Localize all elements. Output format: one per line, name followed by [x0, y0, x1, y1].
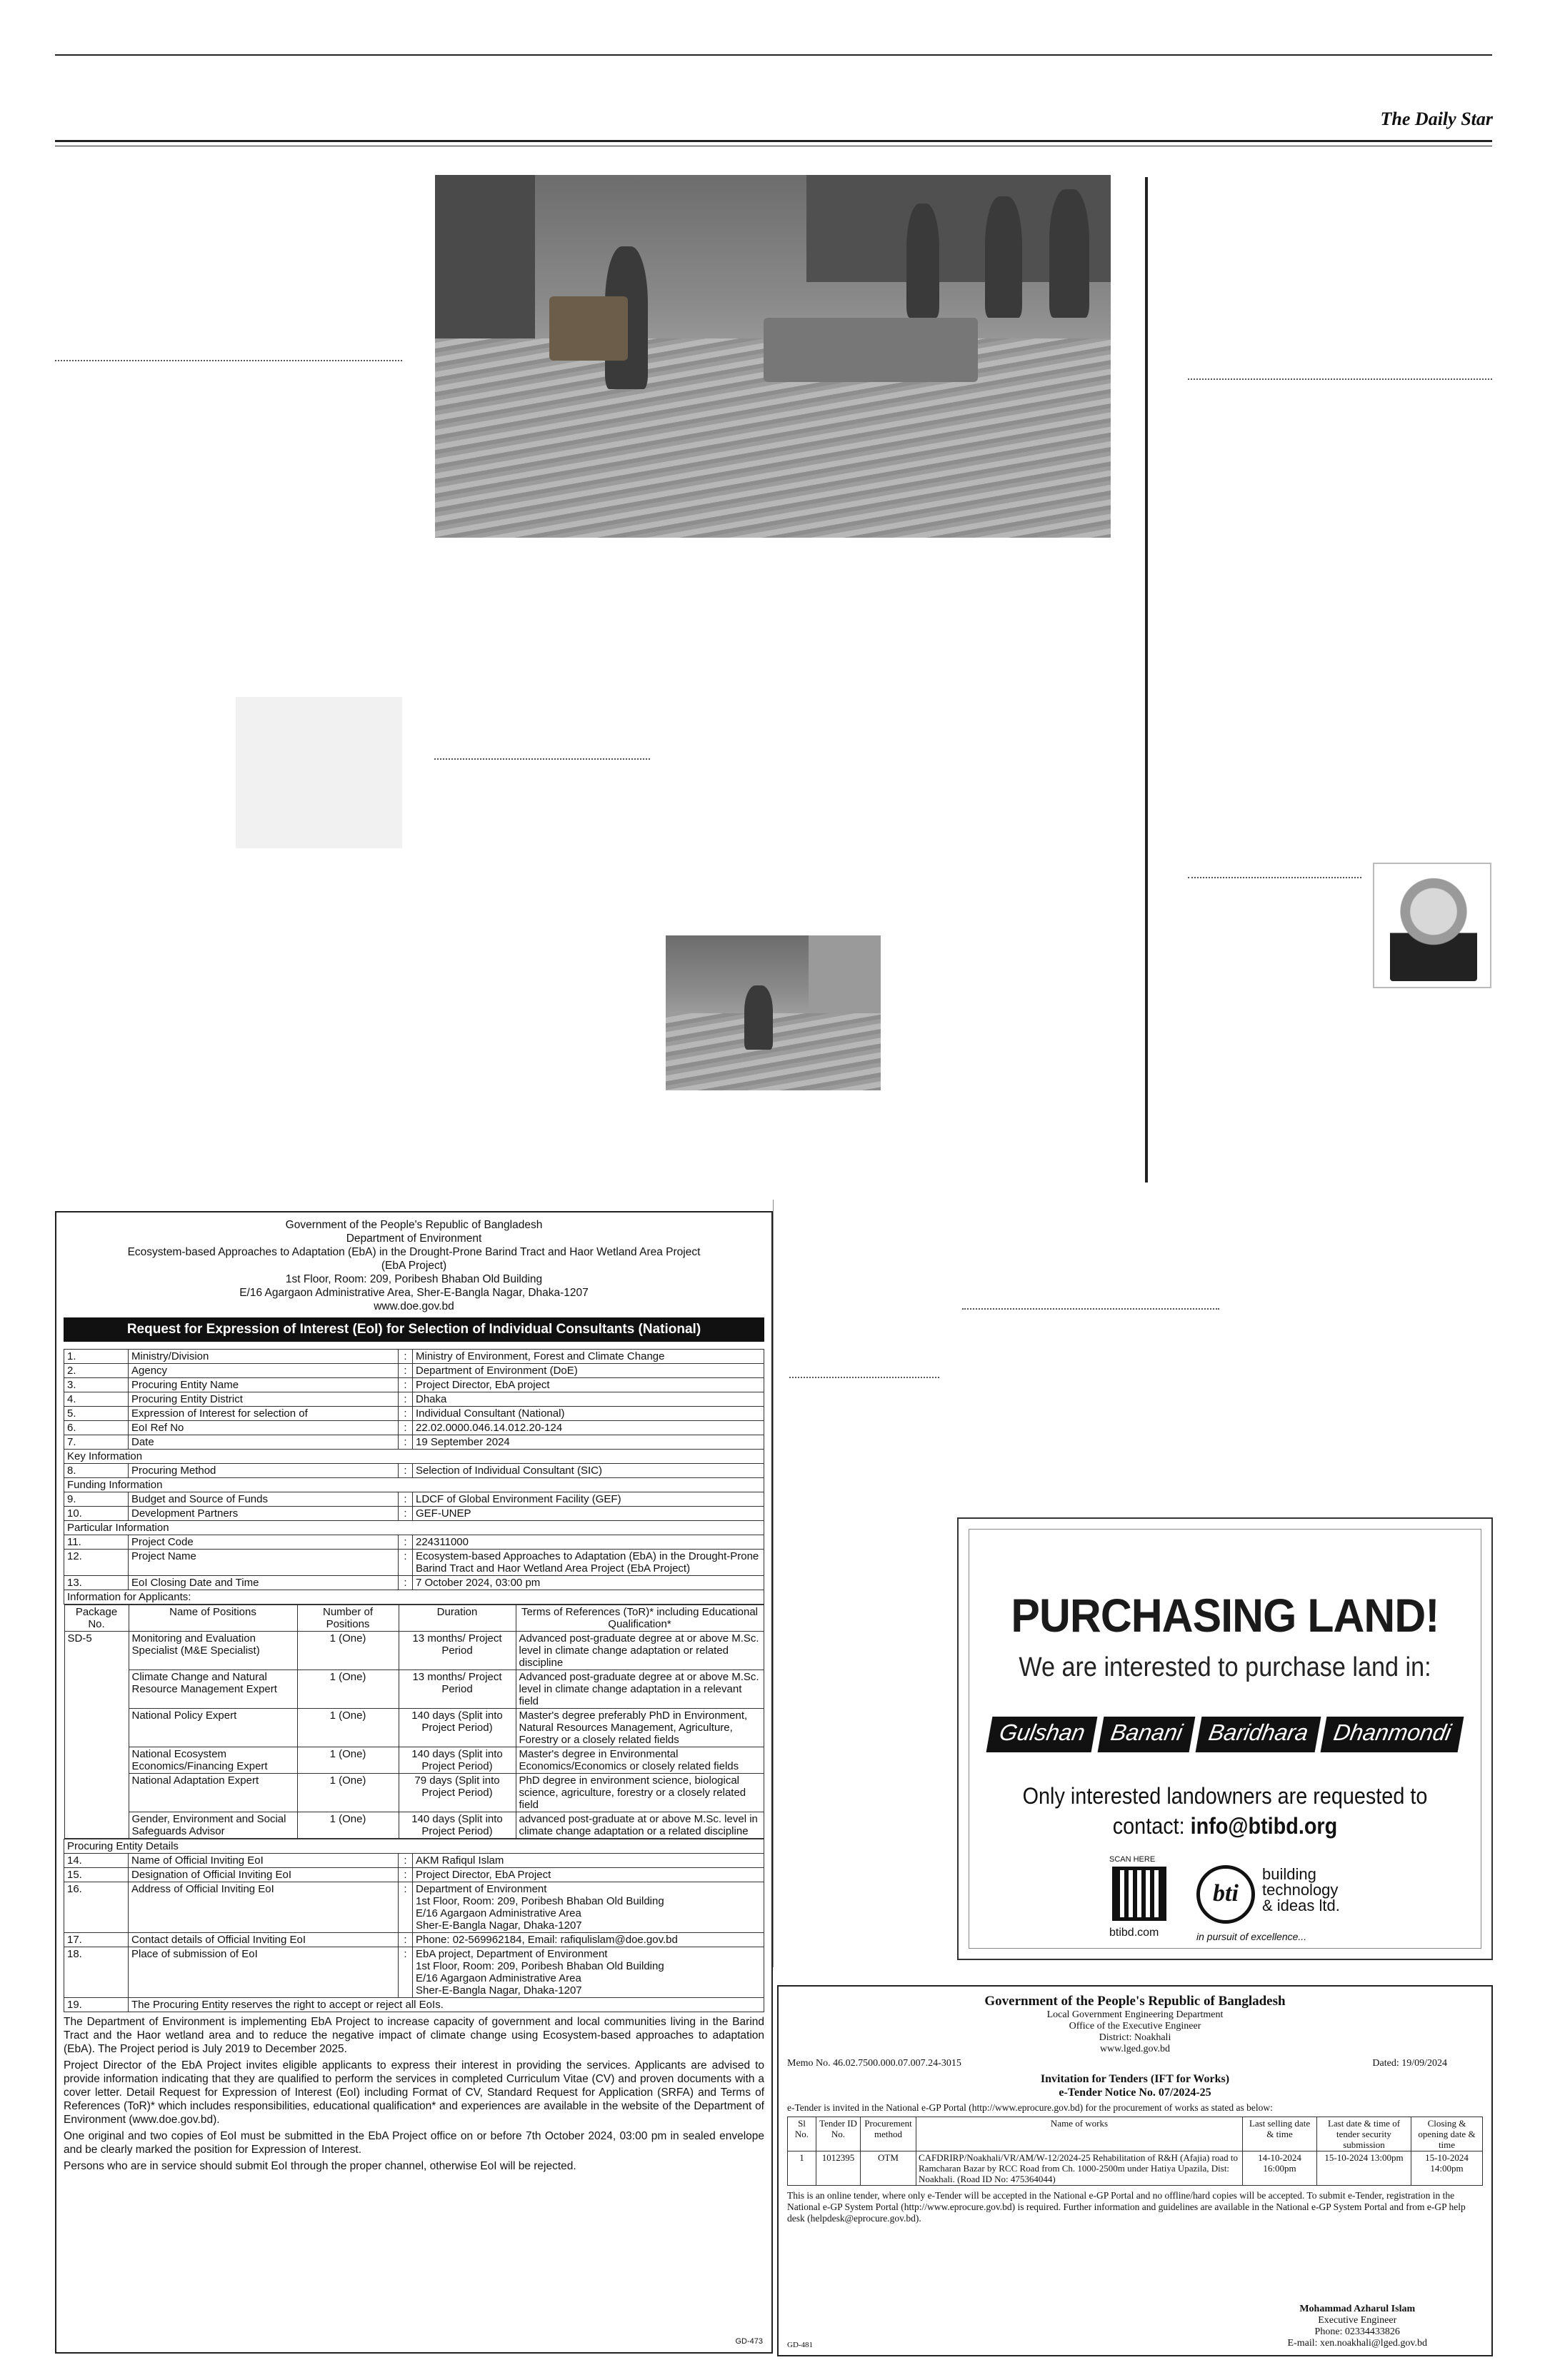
table-cell: Development Partners: [129, 1507, 399, 1521]
table-cell: 11.: [64, 1535, 129, 1550]
th: Sl No.: [788, 2117, 816, 2151]
td: 1012395: [816, 2151, 861, 2186]
land-contact: [995, 1781, 1455, 1841]
table-cell: :: [399, 1407, 413, 1421]
table-cell: 7.: [64, 1435, 129, 1450]
land-subhead: We are interested to purchase land in:: [1019, 1652, 1431, 1682]
table-cell: :: [399, 1576, 413, 1590]
table-cell: EbA project, Department of Environment 1st Floor, Room: 209, Poribesh Bhaban Old Building E/16 Agargaon Administrative Area Sher-E-Bangla Nagar, Dhaka-1207: [413, 1947, 764, 1998]
table-cell: Project Director, EbA Project: [413, 1868, 764, 1882]
table-cell: The Procuring Entity reserves the right to accept or reject all EoIs.: [129, 1998, 764, 2012]
top-rule: [55, 54, 1492, 56]
table-row: [64, 1464, 764, 1478]
table-cell: 140 days (Split into Project Period): [399, 1812, 516, 1839]
table-cell: :: [399, 1421, 413, 1435]
table-cell: 10.: [64, 1507, 129, 1521]
table-cell: Designation of Official Inviting EoI: [129, 1868, 399, 1882]
table-cell: 1 (One): [297, 1774, 399, 1812]
table-cell: :: [399, 1882, 413, 1933]
eoi-banner: Request for Expression of Interest (EoI) for Selection of Individual Consultants (National): [64, 1317, 764, 1342]
table-cell: Contact details of Official Inviting EoI: [129, 1933, 399, 1947]
table-row: [64, 1492, 764, 1507]
column-separator: [55, 360, 402, 361]
table-row: [64, 1998, 764, 2012]
bti-logo-text: [1262, 1867, 1340, 1914]
table-cell: Ecosystem-based Approaches to Adaptation (EbA) in the Drought-Prone Barind Tract and Haor Wetland Area Project (EbA Project): [413, 1550, 764, 1576]
table-row: [64, 1507, 764, 1521]
tender-advertisement: [777, 1985, 1493, 2356]
table-cell: 79 days (Split into Project Period): [399, 1774, 516, 1812]
table-cell: National Policy Expert: [129, 1709, 297, 1747]
table-cell: Master's degree in Environmental Economics/Economics or closely related fields: [516, 1747, 764, 1774]
td: OTM: [861, 2151, 916, 2186]
th: Procurement method: [861, 2117, 916, 2151]
table-cell: 6.: [64, 1421, 129, 1435]
position-row: [64, 1670, 764, 1709]
tender-website[interactable]: www.lged.gov.bd: [1099, 2044, 1171, 2054]
land-headline: PURCHASING LAND!: [1011, 1589, 1439, 1642]
table-row: [64, 1421, 764, 1435]
position-row: [64, 1812, 764, 1839]
section-row: [64, 1478, 764, 1492]
table-cell: Gender, Environment and Social Safeguards Advisor: [129, 1812, 297, 1839]
table-row: [64, 1576, 764, 1590]
table-cell: Climate Change and Natural Resource Management Expert: [129, 1670, 297, 1709]
table-cell: :: [399, 1868, 413, 1882]
tender-signatory: [1288, 2304, 1428, 2349]
position-row: [64, 1632, 764, 1670]
td: CAFDRIRP/Noakhali/VR/AM/W-12/2024-25 Rehabilitation of R&H (Afajia) road to Ramcharan Bazar by RCC Road from Ch. 1000-2500m under Hatiya Upazila, Dist: Noakhali. (Road ID No: 475364044): [916, 2151, 1243, 2186]
table-cell: Ministry/Division: [129, 1350, 399, 1364]
table-cell: 16.: [64, 1882, 129, 1933]
table-cell: Project Code: [129, 1535, 399, 1550]
tender-line: Office of the Executive Engineer: [1069, 2021, 1201, 2032]
table-cell: LDCF of Global Environment Facility (GEF): [413, 1492, 764, 1507]
land-contact-line: Only interested landowners are requested to: [1022, 1783, 1428, 1809]
table-cell: Advanced post-graduate degree at or above M.Sc. level in climate change adaptation or related discipline: [516, 1632, 764, 1670]
bti-tagline: in pursuit of excellence...: [1196, 1931, 1307, 1942]
section-row: [64, 1839, 764, 1854]
tender-intro: e-Tender is invited in the National e-GP Portal (http://www.eprocure.gov.bd) for the procurement of works as stated as below:: [787, 2102, 1273, 2113]
td: 15-10-2024 13:00pm: [1317, 2151, 1411, 2186]
table-cell: Place of submission of EoI: [129, 1947, 399, 1998]
logo-text-line: building: [1262, 1865, 1316, 1883]
table-cell: GEF-UNEP: [413, 1507, 764, 1521]
table-cell: Project Name: [129, 1550, 399, 1576]
table-cell: Duration: [399, 1605, 516, 1632]
table-cell: Advanced post-graduate degree at or above M.Sc. level in climate change adaptation in a relevant field: [516, 1670, 764, 1709]
signatory-title: Executive Engineer: [1318, 2315, 1397, 2326]
position-row: [64, 1774, 764, 1812]
table-cell: :: [399, 1854, 413, 1868]
table-cell: Selection of Individual Consultant (SIC): [413, 1464, 764, 1478]
area-tag: Baridhara: [1195, 1717, 1321, 1752]
table-cell: 3.: [64, 1378, 129, 1392]
table-cell: 224311000: [413, 1535, 764, 1550]
table-cell: 9.: [64, 1492, 129, 1507]
table-cell: :: [399, 1550, 413, 1576]
table-cell: 19.: [64, 1998, 129, 2012]
table-cell: :: [399, 1392, 413, 1407]
table-cell: :: [399, 1378, 413, 1392]
tender-title: Government of the People's Republic of Bangladesh: [984, 1994, 1286, 2009]
table-cell: 1 (One): [297, 1709, 399, 1747]
eoi-paragraph: One original and two copies of EoI must be submitted in the EbA Project office on or before 7th October 2024, 03:00 pm in sealed envelope and be clearly marked the position for Expression of Interest.: [64, 2130, 764, 2156]
column-separator: [789, 1377, 939, 1378]
table-cell: 22.02.0000.046.14.012.20-124: [413, 1421, 764, 1435]
signatory-email[interactable]: E-mail: xen.noakhali@lged.gov.bd: [1287, 2338, 1427, 2349]
table-cell: :: [399, 1492, 413, 1507]
position-row: [64, 1709, 764, 1747]
table-row: [64, 1392, 764, 1407]
signatory-name: Mohammad Azharul Islam: [1299, 2304, 1416, 2314]
table-cell: :: [399, 1350, 413, 1364]
eoi-table: [64, 1349, 764, 2012]
table-cell: Procuring Entity District: [129, 1392, 399, 1407]
table-row: [64, 1378, 764, 1392]
tender-memo-row: [787, 2058, 1483, 2069]
table-cell: Procuring Entity Details: [64, 1839, 764, 1854]
tender-line: District: Noakhali: [1099, 2032, 1171, 2043]
table-cell: Number of Positions: [297, 1605, 399, 1632]
land-contact-email[interactable]: info@btibd.org: [1190, 1813, 1338, 1839]
th: Closing & opening date & time: [1411, 2117, 1483, 2151]
tender-notice: e-Tender Notice No. 07/2024-25: [1059, 2087, 1211, 2099]
td: 15-10-2024 14:00pm: [1411, 2151, 1483, 2186]
eoi-paragraph: Project Director of the EbA Project invites eligible applicants to express their interest in providing the services. Applicants are advised to provide information indicating that they are qualified to perform the services in completed Curriculum Vitae (CV) and proven documents with a cover letter. Detail Request for Expression of Interest (EoI) including Format of CV, Standard Request for Application (SRFA) and Terms of References (ToR)* which includes responsibilities, educational qualification* and experiences are available in the website of the Department of Environment (www.doe.gov.bd).: [64, 2059, 764, 2126]
logo-text-line: technology: [1262, 1881, 1339, 1899]
section-row: [64, 1450, 764, 1464]
tender-note: This is an online tender, where only e-Tender will be accepted in the National e-GP Portal and no offline/hard copies will be accepted. To submit e-Tender, registration in the National e-GP System Portal (http://www.eprocure.gov.bd) is required. Further information and guidelines are available in the National e-GP System Portal and from e-GP help desk (helpdesk@eprocure.gov.bd).: [787, 2190, 1466, 2224]
section-row: [64, 1521, 764, 1535]
table-cell: Funding Information: [64, 1478, 764, 1492]
eoi-header-line: 1st Floor, Room: 209, Poribesh Bhaban Old Building: [285, 1273, 543, 1285]
columnist-portrait: [1373, 863, 1491, 988]
table-row: [64, 1364, 764, 1378]
eoi-code: GD-473: [735, 2337, 763, 2346]
portrait-image: [1390, 874, 1477, 981]
tender-table-header: [788, 2117, 1483, 2151]
table-cell: 1 (One): [297, 1632, 399, 1670]
td: 1: [788, 2151, 816, 2186]
table-cell: EoI Ref No: [129, 1421, 399, 1435]
position-row: [64, 1747, 764, 1774]
th: Last selling date & time: [1243, 2117, 1317, 2151]
table-cell: 4.: [64, 1392, 129, 1407]
eoi-header-line: Government of the People's Republic of Bangladesh: [285, 1219, 543, 1231]
land-advertisement: [957, 1517, 1493, 1960]
table-cell: Phone: 02-569962184, Email: rafiqulislam@doe.gov.bd: [413, 1933, 764, 1947]
table-row: [64, 1933, 764, 1947]
table-cell: advanced post-graduate at or above M.Sc. level in climate change adaptation or a related discipline: [516, 1812, 764, 1839]
table-row: [64, 1407, 764, 1421]
table-cell: National Adaptation Expert: [129, 1774, 297, 1812]
table-cell: Address of Official Inviting EoI: [129, 1882, 399, 1933]
ad-divider: [773, 1200, 774, 1967]
eoi-header-line: Ecosystem-based Approaches to Adaptation (EbA) in the Drought-Prone Barind Tract and Haor Wetland Area Project: [127, 1246, 701, 1258]
table-cell: National Ecosystem Economics/Financing Expert: [129, 1747, 297, 1774]
table-cell: Key Information: [64, 1450, 764, 1464]
table-cell: PhD degree in environment science, biological science, agriculture, forestry or a closely related field: [516, 1774, 764, 1812]
table-cell: 12.: [64, 1550, 129, 1576]
eoi-header-line: Department of Environment: [346, 1232, 482, 1245]
table-row: [64, 1435, 764, 1450]
table-row: [64, 1854, 764, 1868]
table-cell: SD-5: [64, 1632, 129, 1839]
table-cell: :: [399, 1947, 413, 1998]
header-rule-1: [55, 140, 1492, 142]
table-cell: Department of Environment (DoE): [413, 1364, 764, 1378]
table-cell: Budget and Source of Funds: [129, 1492, 399, 1507]
table-cell: AKM Rafiqul Islam: [413, 1854, 764, 1868]
street-flood-photo: [666, 935, 881, 1090]
column-rule: [1145, 177, 1148, 1183]
table-cell: Department of Environment 1st Floor, Room: 209, Poribesh Bhaban Old Building E/16 Agargaon Administrative Area Sher-E-Bangla Nagar, Dhaka-1207: [413, 1882, 764, 1933]
table-cell: 17.: [64, 1933, 129, 1947]
table-cell: 19 September 2024: [413, 1435, 764, 1450]
table-cell: Agency: [129, 1364, 399, 1378]
eoi-advertisement: [55, 1211, 773, 2354]
positions-header: [64, 1605, 764, 1632]
table-cell: Procuring Method: [129, 1464, 399, 1478]
tender-code: GD-481: [787, 2341, 814, 2349]
table-cell: 1 (One): [297, 1670, 399, 1709]
tender-date: Dated: 19/09/2024: [1372, 2058, 1447, 2069]
column-separator: [962, 1308, 1219, 1310]
table-cell: 8.: [64, 1464, 129, 1478]
table-cell: Monitoring and Evaluation Specialist (M&E Specialist): [129, 1632, 297, 1670]
area-tag: Banani: [1098, 1717, 1195, 1752]
table-cell: 1.: [64, 1350, 129, 1364]
table-cell: 13 months/ Project Period: [399, 1670, 516, 1709]
th: Last date & time of tender security submission: [1317, 2117, 1411, 2151]
section-row: [64, 1590, 764, 1605]
flood-photo: [435, 175, 1111, 538]
land-areas: [989, 1717, 1461, 1752]
land-site[interactable]: btibd.com: [1109, 1927, 1159, 1939]
masthead: The Daily Star: [1380, 109, 1493, 129]
table-cell: 18.: [64, 1947, 129, 1998]
table-cell: 2.: [64, 1364, 129, 1378]
tender-line: Local Government Engineering Department: [1046, 2009, 1224, 2020]
tender-table: [787, 2117, 1483, 2186]
logo-text-line: & ideas ltd.: [1262, 1897, 1340, 1914]
table-cell: Particular Information: [64, 1521, 764, 1535]
eoi-header-line: E/16 Agargaon Administrative Area, Sher-E-Bangla Nagar, Dhaka-1207: [239, 1287, 589, 1299]
table-cell: Date: [129, 1435, 399, 1450]
table-cell: 7 October 2024, 03:00 pm: [413, 1576, 764, 1590]
table-cell: :: [399, 1933, 413, 1947]
eoi-header-line: www.doe.gov.bd: [374, 1300, 454, 1312]
table-cell: 13 months/ Project Period: [399, 1632, 516, 1670]
tender-table-row: [788, 2151, 1483, 2186]
th: Tender ID No.: [816, 2117, 861, 2151]
table-cell: Information for Applicants:: [64, 1590, 764, 1605]
eoi-paragraph: The Department of Environment is implementing EbA Project to increase capacity of government and local communities living in the Barind Tract and the Haor wetland area and to reduce the negative impact of climate change using Ecosystem-based approaches to adaptation (EbA). The Project period is July 2019 to December 2025.: [64, 2016, 764, 2055]
table-cell: Master's degree preferably PhD in Environment, Natural Resources Management, Agriculture, Forestry or a closely related fields: [516, 1709, 764, 1747]
table-cell: Procuring Entity Name: [129, 1378, 399, 1392]
eoi-header: [64, 1218, 764, 1313]
column-separator: [1188, 877, 1361, 878]
table-cell: Package No.: [64, 1605, 129, 1632]
table-cell: 5.: [64, 1407, 129, 1421]
table-cell: :: [399, 1364, 413, 1378]
table-cell: Terms of References (ToR)* including Educational Qualification*: [516, 1605, 764, 1632]
table-cell: :: [399, 1464, 413, 1478]
bti-logo: bti: [1196, 1865, 1255, 1924]
table-cell: EoI Closing Date and Time: [129, 1576, 399, 1590]
table-cell: [64, 1605, 764, 1839]
td: 14-10-2024 16:00pm: [1243, 2151, 1317, 2186]
placeholder-box: [236, 697, 402, 848]
land-contact-prefix: contact:: [1112, 1813, 1191, 1839]
table-cell: :: [399, 1435, 413, 1450]
table-cell: Name of Official Inviting EoI: [129, 1854, 399, 1868]
column-separator: [1188, 378, 1492, 380]
table-cell: 1 (One): [297, 1812, 399, 1839]
table-row: [64, 1350, 764, 1364]
table-cell: Ministry of Environment, Forest and Climate Change: [413, 1350, 764, 1364]
table-cell: Individual Consultant (National): [413, 1407, 764, 1421]
area-tag: Gulshan: [986, 1717, 1098, 1752]
table-cell: 140 days (Split into Project Period): [399, 1709, 516, 1747]
table-cell: 15.: [64, 1868, 129, 1882]
table-row: [64, 1550, 764, 1576]
qr-label: SCAN HERE: [1109, 1855, 1156, 1864]
table-row: [64, 1947, 764, 1998]
signatory-phone: Phone: 02334433826: [1314, 2326, 1400, 2337]
positions-table: [64, 1605, 764, 1839]
table-row: [64, 1535, 764, 1550]
qr-code-icon[interactable]: [1112, 1867, 1166, 1921]
table-cell: Name of Positions: [129, 1605, 297, 1632]
land-ad-frame: [969, 1529, 1481, 1949]
tender-memo: Memo No. 46.02.7500.000.07.007.24-3015: [787, 2058, 961, 2069]
table-cell: 140 days (Split into Project Period): [399, 1747, 516, 1774]
table-cell: :: [399, 1507, 413, 1521]
table-cell: 14.: [64, 1854, 129, 1868]
eoi-paragraph: Persons who are in service should submit EoI through the proper channel, otherwise EoI will be rejected.: [64, 2160, 576, 2172]
th: Name of works: [916, 2117, 1243, 2151]
positions-row: [64, 1605, 764, 1839]
table-cell: Project Director, EbA project: [413, 1378, 764, 1392]
table-row: [64, 1868, 764, 1882]
column-separator: [434, 758, 650, 760]
eoi-header-line: (EbA Project): [381, 1260, 447, 1272]
table-cell: 1 (One): [297, 1747, 399, 1774]
table-cell: 13.: [64, 1576, 129, 1590]
area-tag: Dhanmondi: [1321, 1717, 1464, 1752]
table-cell: :: [399, 1535, 413, 1550]
table-cell: Dhaka: [413, 1392, 764, 1407]
tender-invitation: Invitation for Tenders (IFT for Works): [1040, 2073, 1230, 2085]
table-cell: Expression of Interest for selection of: [129, 1407, 399, 1421]
table-row: [64, 1882, 764, 1933]
